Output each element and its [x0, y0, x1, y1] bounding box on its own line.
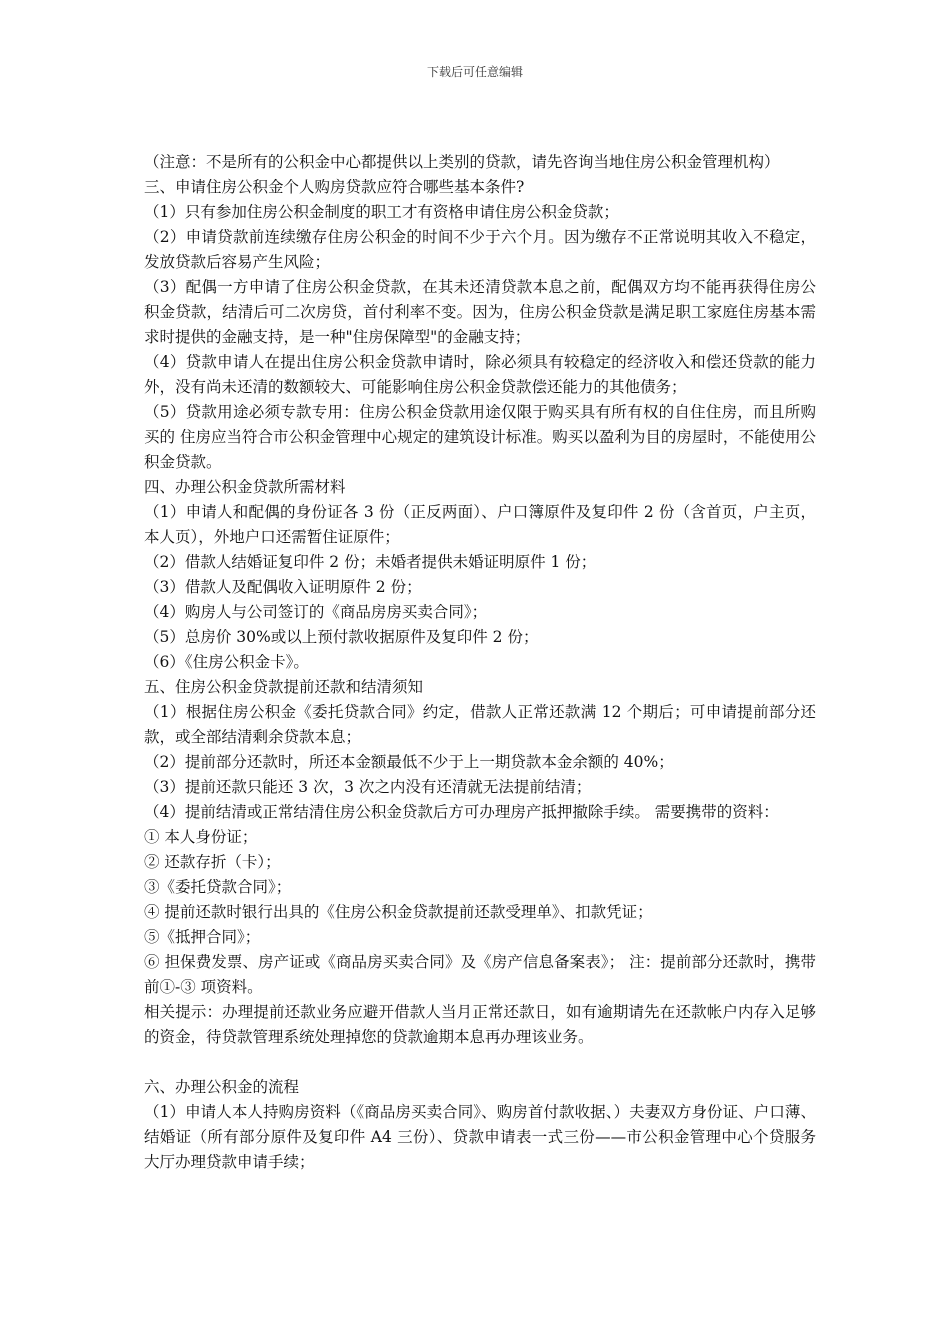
list-item: （3）借款人及配偶收入证明原件 2 份； [144, 578, 422, 596]
sub-list-item: ① 本人身份证； [144, 828, 258, 846]
list-item: （3）提前还款只能还 3 次，3 次之内没有还清就无法提前结清； [144, 778, 592, 796]
list-item: （5）贷款用途必须专款专用：住房公积金贷款用途仅限于购买具有所有权的自住住房，而且所购买的 住房应当符合市公积金管理中心规定的建筑设计标准。购买以盈利为目的房屋时，不能使用公积金贷款。 [144, 403, 816, 471]
document-body [144, 150, 816, 1175]
section-heading-3: 三、申请住房公积金个人购房贷款应符合哪些基本条件? [144, 178, 525, 196]
sub-list-item: ⑥ 担保费发票、房产证或《商品房买卖合同》及《房产信息备案表》； 注：提前部分还款时，携带前①-③ 项资料。 [144, 953, 816, 996]
sub-list-item: ⑤《抵押合同》； [144, 928, 261, 946]
section-heading-4: 四、办理公积金贷款所需材料 [144, 478, 346, 496]
section-heading-5: 五、住房公积金贷款提前还款和结清须知 [144, 678, 424, 696]
list-item: （2）申请贷款前连续缴存住房公积金的时间不少于六个月。因为缴存不正常说明其收入不稳定，发放贷款后容易产生风险； [144, 228, 816, 271]
tip-paragraph: 相关提示：办理提前还款业务应避开借款人当月正常还款日，如有逾期请先在还款帐户内存入足够的资金，待贷款管理系统处理掉您的贷款逾期本息再办理该业务。 [144, 1003, 816, 1046]
sub-list-item: ④ 提前还款时银行出具的《住房公积金贷款提前还款受理单》、扣款凭证； [144, 903, 653, 921]
list-item: （4）贷款申请人在提出住房公积金贷款申请时，除必须具有较稳定的经济收入和偿还贷款的能力外，没有尚未还清的数额较大、可能影响住房公积金贷款偿还能力的其他债务； [144, 353, 816, 396]
list-item: （2）借款人结婚证复印件 2 份；未婚者提供未婚证明原件 1 份； [144, 553, 597, 571]
sub-list-item: ② 还款存折（卡）； [144, 853, 281, 871]
list-item: （6）《住房公积金卡》。 [144, 653, 309, 671]
page-header: 下载后可任意编辑 [426, 65, 523, 79]
list-item: （1）只有参加住房公积金制度的职工才有资格申请住房公积金贷款； [144, 203, 619, 221]
list-item: （2）提前部分还款时，所还本金额最低不少于上一期贷款本金余额的 40%； [144, 753, 674, 771]
list-item: （4）购房人与公司签订的《商品房房买卖合同》； [144, 603, 488, 621]
list-item: （5）总房价 30%或以上预付款收据原件及复印件 2 份； [144, 628, 539, 646]
list-item: （4）提前结清或正常结清住房公积金贷款后方可办理房产抵押撤除手续。 需要携带的资料： [144, 803, 779, 821]
note-paragraph: （注意：不是所有的公积金中心都提供以上类别的贷款，请先咨询当地住房公积金管理机构） [144, 153, 780, 171]
blank-line [144, 1050, 816, 1075]
sub-list-item: ③《委托贷款合同》； [144, 878, 292, 896]
list-item: （1）申请人本人持购房资料（《商品房买卖合同》、购房首付款收据、）夫妻双方身份证、户口薄、结婚证（所有部分原件及复印件 A4 三份）、贷款申请表一式三份——市公积金管理中心个贷服务大厅办理贷款申请手续； [144, 1103, 816, 1171]
list-item: （3）配偶一方申请了住房公积金贷款，在其未还清贷款本息之前，配偶双方均不能再获得住房公积金贷款，结清后可二次房贷，首付利率不变。因为，住房公积金贷款是满足职工家庭住房基本需求时提供的金融支持，是一种"住房保障型"的金融支持； [144, 278, 816, 346]
section-heading-6: 六、办理公积金的流程 [144, 1078, 300, 1096]
list-item: （1）申请人和配偶的身份证各 3 份（正反两面）、户口簿原件及复印件 2 份（含首页，户主页，本人页），外地户口还需暂住证原件； [144, 503, 816, 546]
list-item: （1）根据住房公积金《委托贷款合同》约定，借款人正常还款满 12 个期后；可申请提前部分还款，或全部结清剩余贷款本息； [144, 703, 816, 746]
